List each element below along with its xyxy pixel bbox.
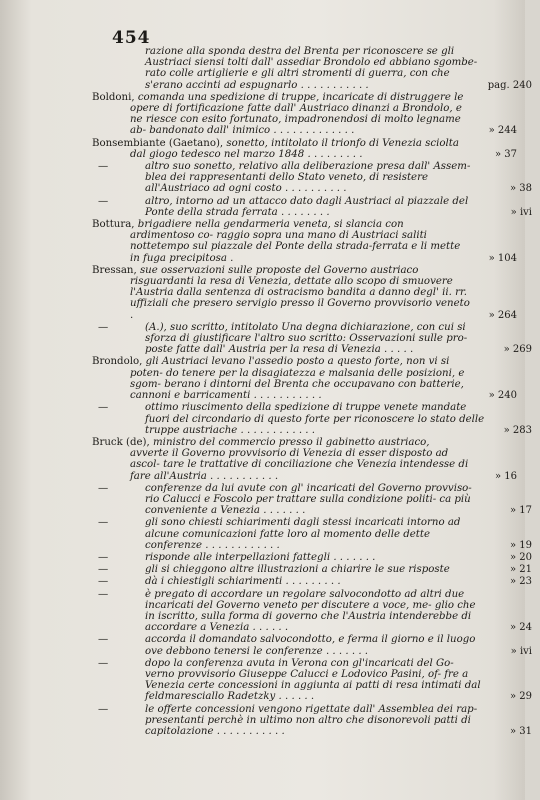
page-reference: » 19 bbox=[509, 539, 532, 551]
entry-heading: Bottura, bbox=[92, 219, 135, 231]
entry-text: ottimo riuscimento della spedizione di truppe venete mandate fuori del circondario di questo forte per riconoscere lo stato delle truppe austriache . . . . . . . . . . . . bbox=[145, 402, 485, 436]
index-subentry bbox=[0, 658, 540, 703]
entry-text: è pregato di accordare un regolare salvocondotto ad altri due incaricati del Governo veneto per discutere a voce, me- glio che in iscritto, sulla forma di governo che l'Austria intenderebbe di accordare a Venezia . . . . . . bbox=[145, 588, 476, 634]
entry-text: gli sono chiesti schiarimenti dagli stessi incaricati intorno ad alcune comunicazioni fatte loro al momento delle dette conferenze . . . . . . . . . . . . bbox=[145, 517, 461, 551]
index-entry bbox=[0, 356, 525, 401]
entry-heading: Bonsembiante (Gaetano), bbox=[92, 137, 224, 149]
index-subentry bbox=[0, 517, 540, 551]
page-reference: » 264 bbox=[488, 309, 517, 321]
entry-text: risponde alle interpellazioni fattegli . . . . . . . bbox=[145, 551, 376, 563]
subentry-dash: — bbox=[98, 195, 109, 207]
index-entry bbox=[0, 219, 525, 264]
subentry-dash: — bbox=[98, 551, 109, 563]
page-reference: » 240 bbox=[488, 390, 517, 402]
entry-heading: Brondolo, bbox=[92, 356, 143, 368]
entry-text: brigadiere nella gendarmeria veneta, si slancia con ardimentoso co- raggio sopra una mano di Austriaci saliti nottetempo sul piazzale del Ponte della strada-ferrata e li mette in fuga precipitosa . bbox=[130, 219, 461, 264]
subentry-dash: — bbox=[98, 564, 109, 576]
page-reference: » 24 bbox=[509, 622, 532, 634]
subentry-dash: — bbox=[98, 657, 109, 669]
page-reference: » 17 bbox=[509, 505, 532, 517]
page-reference: » 37 bbox=[494, 148, 517, 160]
entry-text: sonetto, intitolato il trionfo di Venezia sciolta dal giogo tedesco nel marzo 1848 . . . . . . . . . bbox=[130, 137, 459, 160]
subentry-dash: — bbox=[98, 634, 109, 646]
entry-text: sue osservazioni sulle proposte del Governo austriaco risguardanti la resa di Venezia, dettate allo scopo di smuovere l'Austria dalla sentenza di ostracismo bandita a danno degl' ii. rr. uffiziali che presero servigio presso il Governo provvisorio veneto . bbox=[130, 264, 470, 321]
index-subentry bbox=[0, 196, 540, 218]
index-entries bbox=[0, 46, 532, 738]
index-entry bbox=[0, 92, 525, 137]
page-reference: » 244 bbox=[488, 125, 517, 137]
entry-text: altro, intorno ad un attacco dato dagli Austriaci al piazzale del Ponte della strada ferrata . . . . . . . . bbox=[145, 195, 469, 218]
entry-text: gli si chieggono altre illustrazioni a chiarire le sue risposte bbox=[145, 564, 450, 576]
subentry-dash: — bbox=[98, 517, 109, 529]
index-subentry bbox=[0, 161, 540, 195]
entry-heading: Bressan, bbox=[92, 264, 137, 276]
entry-text: accorda il domandato salvocondotto, e ferma il giorno e il luogo ove debbono tenersi le conferenze . . . . . . . bbox=[145, 634, 476, 657]
page-reference: » 31 bbox=[509, 725, 532, 737]
index-entry bbox=[0, 437, 525, 482]
page-reference: pag. 240 bbox=[487, 79, 532, 91]
page-reference: » ivi bbox=[510, 645, 532, 657]
page-reference: » 269 bbox=[503, 344, 532, 356]
subentry-dash: — bbox=[98, 576, 109, 588]
index-subentry bbox=[0, 552, 540, 563]
entry-text: ministro del commercio presso il gabinetto austriaco, avverte il Governo provvisorio di Venezia di esser disposto ad ascol- tare le trattative di conciliazione che Venezia intendesse di fare all'Austria . . . . . . . . . . . bbox=[130, 436, 469, 482]
entry-text: le offerte concessioni vengono rigettate dall' Assemblea dei rap- presentanti perchè in ultimo non altro che disonorevoli patti di capitolazione . . . . . . . . . . . bbox=[145, 703, 478, 737]
subentry-dash: — bbox=[98, 588, 109, 600]
entry-text: gli Austriaci levano l'assedio posto a questo forte, non vi si poten- do tenere per la disagiatezza e malsania delle posizioni, e sgom- berano i dintorni del Brenta che occupavano con batterie, cannoni e barricamenti . . . . . . . . . . . bbox=[130, 356, 465, 402]
entry-text: dopo la conferenza avuta in Verona con gl'incaricati del Go- verno provvisorio Giuseppe Calucci e Lodovico Pasini, of- fre a Venezia certe concessioni in aggiunta ai patti di resa intimati dal feldmaresciallo Radetzky . . . . . . bbox=[145, 657, 481, 703]
page-reference: » 21 bbox=[509, 564, 532, 576]
subentry-dash: — bbox=[98, 402, 109, 414]
page-reference: » 20 bbox=[509, 551, 532, 563]
page-reference: » 16 bbox=[494, 470, 517, 482]
index-subentry bbox=[0, 402, 540, 436]
index-subentry bbox=[0, 589, 540, 634]
index-subentry bbox=[0, 483, 540, 517]
entry-text: conferenze da lui avute con gl' incaricati del Governo provviso- rio Calucci e Foscolo per trattare sulla condizione politi- ca più conveniente a Venezia . . . . . . . bbox=[145, 482, 472, 517]
index-entry bbox=[0, 138, 525, 160]
index-entry bbox=[0, 265, 525, 321]
index-subentry bbox=[0, 322, 540, 356]
index-subentry bbox=[0, 634, 540, 656]
index-subentry bbox=[0, 576, 540, 587]
page-reference: » 29 bbox=[509, 691, 532, 703]
index-subentry bbox=[0, 704, 540, 738]
entry-heading: Bruck (de), bbox=[92, 436, 150, 448]
page-reference: » ivi bbox=[510, 206, 532, 218]
page-number: 454 bbox=[112, 28, 151, 48]
entry-heading: Boldoni, bbox=[92, 91, 135, 103]
subentry-dash: — bbox=[98, 161, 109, 173]
entry-text: razione alla sponda destra del Brenta per riconoscere se gli Austriaci siensi tolti dall' assediar Brondolo ed abbiano sgombe- rato colle artiglierie e gli altri stromenti di guerra, con che s'erano accinti ad espugnarlo . . . . . . . . . . . bbox=[145, 46, 478, 91]
entry-text: (A.), suo scritto, intitolato Una degna dichiarazione, con cui si sforza di giustificare l'altro suo scritto: Osservazioni sulle pro- poste fatte dall' Austria per la resa di Venezia . . . . . bbox=[145, 321, 468, 356]
index-entry bbox=[0, 46, 540, 91]
page-reference: » 104 bbox=[488, 252, 517, 264]
page-reference: » 38 bbox=[509, 183, 532, 195]
subentry-dash: — bbox=[98, 703, 109, 715]
entry-text: altro suo sonetto, relativo alla deliberazione presa dall' Assem- blea dei rappresentanti dello Stato veneto, di resistere all'Austriaco ad ogni costo . . . . . . . . . . bbox=[145, 161, 471, 195]
entry-text: dà i chiestigli schiarimenti . . . . . . . . . bbox=[145, 576, 341, 588]
page-reference: » 23 bbox=[509, 576, 532, 588]
entry-text: comanda una spedizione di truppe, incaricate di distruggere le opere di fortificazione fatte dall' Austriaco dinanzi a Brondolo, e ne riesce con esito fortunato, impadronendosi di molto legname ab- bandonato dall' inimico . . . . . . . . . . . . . bbox=[130, 91, 464, 137]
index-subentry bbox=[0, 564, 540, 575]
subentry-dash: — bbox=[98, 482, 109, 494]
subentry-dash: — bbox=[98, 321, 109, 333]
page-reference: » 283 bbox=[503, 424, 532, 436]
